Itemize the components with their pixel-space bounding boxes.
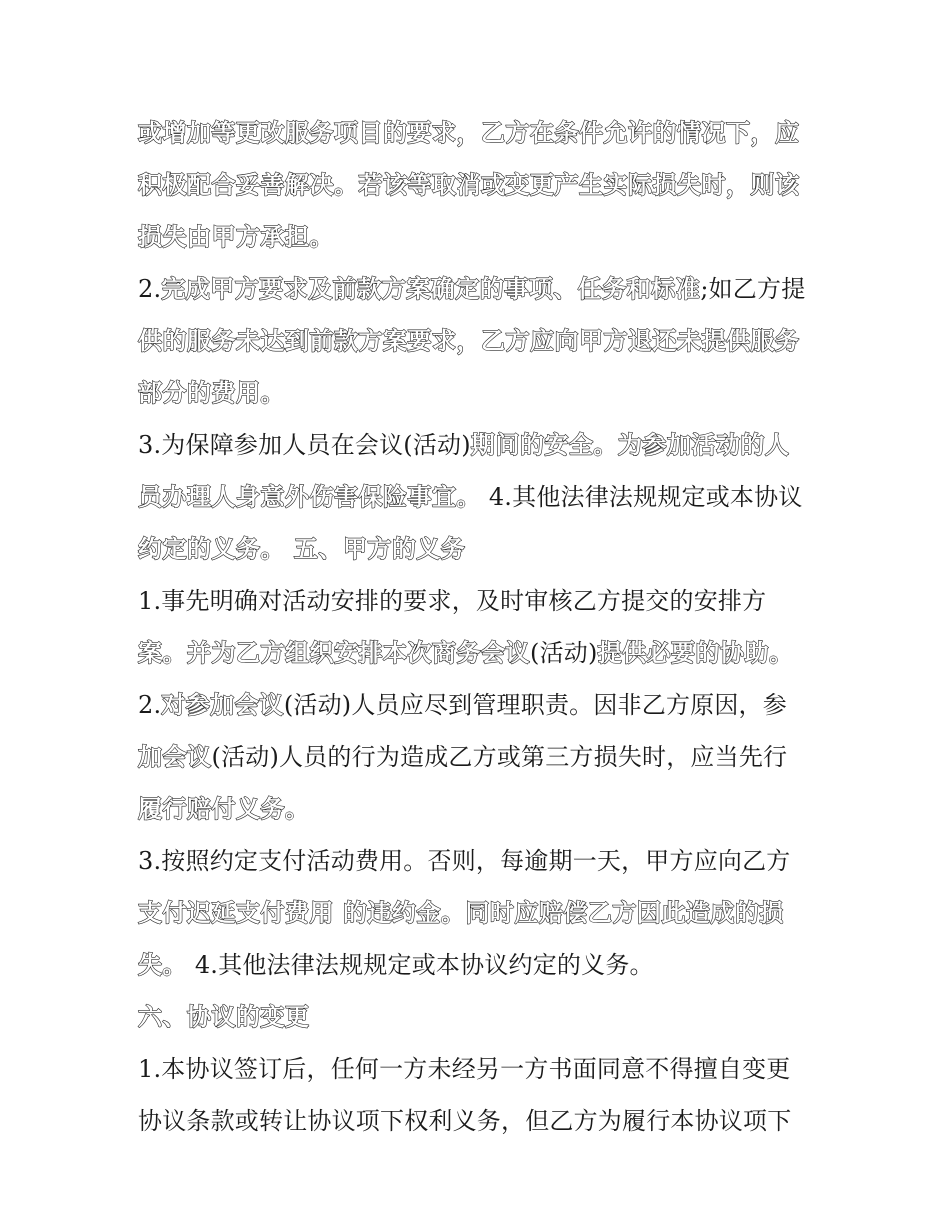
- text-line: [138, 263, 828, 315]
- outlined-text-segment: 案。并为乙方组织安排本次商务会议: [138, 639, 530, 667]
- text-segment: 2.: [138, 275, 162, 303]
- text-line: [138, 107, 828, 159]
- text-segment: 3.为保障参加人员在会议(活动): [138, 431, 471, 459]
- text-segment: (活动)人员的行为造成乙方或第三方损失时，应当先行: [211, 743, 788, 771]
- outlined-text-segment: 提供必要的协助。: [597, 639, 794, 667]
- outlined-text-segment: 约定的义务。 五、甲方的义务: [138, 535, 466, 563]
- text-line: [138, 367, 828, 419]
- text-segment: 4.其他法律法规规定或本协议: [481, 483, 803, 511]
- text-segment: (活动): [530, 639, 598, 667]
- text-line: [138, 887, 828, 939]
- text-line: [138, 627, 828, 679]
- text-line: [138, 783, 828, 835]
- text-segment: 1.本协议签订后，任何一方未经另一方书面同意不得擅自变更: [138, 1055, 791, 1083]
- text-line: [138, 419, 828, 471]
- outlined-text-segment: 加会议: [138, 743, 212, 771]
- outlined-text-segment: 六、协议的变更: [138, 1003, 310, 1031]
- text-line: [138, 991, 828, 1043]
- outlined-text-segment: 支付迟延支付费用 的违约金。同时应赔偿乙方因此造成的损: [138, 899, 784, 927]
- text-line: [138, 1095, 828, 1147]
- text-line: [138, 315, 828, 367]
- outlined-text-segment: 期间的安全。为参加活动的人: [470, 431, 790, 459]
- text-segment: (活动)人员应尽到管理职责。因非乙方原因，参: [283, 691, 787, 719]
- text-segment: 3.按照约定支付活动费用。否则，每逾期一天，甲方应向乙方: [138, 847, 791, 875]
- outlined-text-segment: 对参加会议: [161, 691, 284, 719]
- text-segment: 2.: [138, 691, 162, 719]
- text-segment: 1.事先明确对活动安排的要求，及时审核乙方提交的安排方: [138, 587, 767, 615]
- text-segment: 4.其他法律法规规定或本协议约定的义务。: [187, 951, 654, 979]
- text-line: [138, 679, 828, 731]
- text-line: [138, 1043, 828, 1095]
- text-line: [138, 731, 828, 783]
- outlined-text-segment: 完成甲方要求及前款方案确定的事项、任务和标准: [161, 275, 701, 303]
- outlined-text-segment: 履行赔付义务。: [138, 795, 310, 823]
- text-line: [138, 939, 828, 991]
- outlined-text-segment: 供的服务未达到前款方案要求，乙方应向甲方退还未提供服务: [138, 327, 800, 355]
- text-line: [138, 211, 828, 263]
- outlined-text-segment: 失。: [138, 951, 187, 979]
- text-line: [138, 835, 828, 887]
- outlined-text-segment: 损失由甲方承担。: [138, 223, 334, 251]
- document-page: [138, 107, 828, 1147]
- outlined-text-segment: 员办理人身意外伤害保险事宜。: [138, 483, 481, 511]
- text-line: [138, 159, 828, 211]
- outlined-text-segment: 部分的费用。: [138, 379, 285, 407]
- outlined-text-segment: 积极配合妥善解决。若该等取消或变更产生实际损失时，则该: [138, 171, 800, 199]
- text-line: [138, 471, 828, 523]
- text-line: [138, 523, 828, 575]
- text-line: [138, 575, 828, 627]
- document-body: [138, 107, 828, 1147]
- outlined-text-segment: 或增加等更改服务项目的要求，乙方在条件允许的情况下，应: [138, 119, 800, 147]
- text-segment: ;如乙方提: [700, 275, 806, 303]
- text-segment: 协议条款或转让协议项下权利义务，但乙方为履行本协议项下: [138, 1107, 792, 1135]
